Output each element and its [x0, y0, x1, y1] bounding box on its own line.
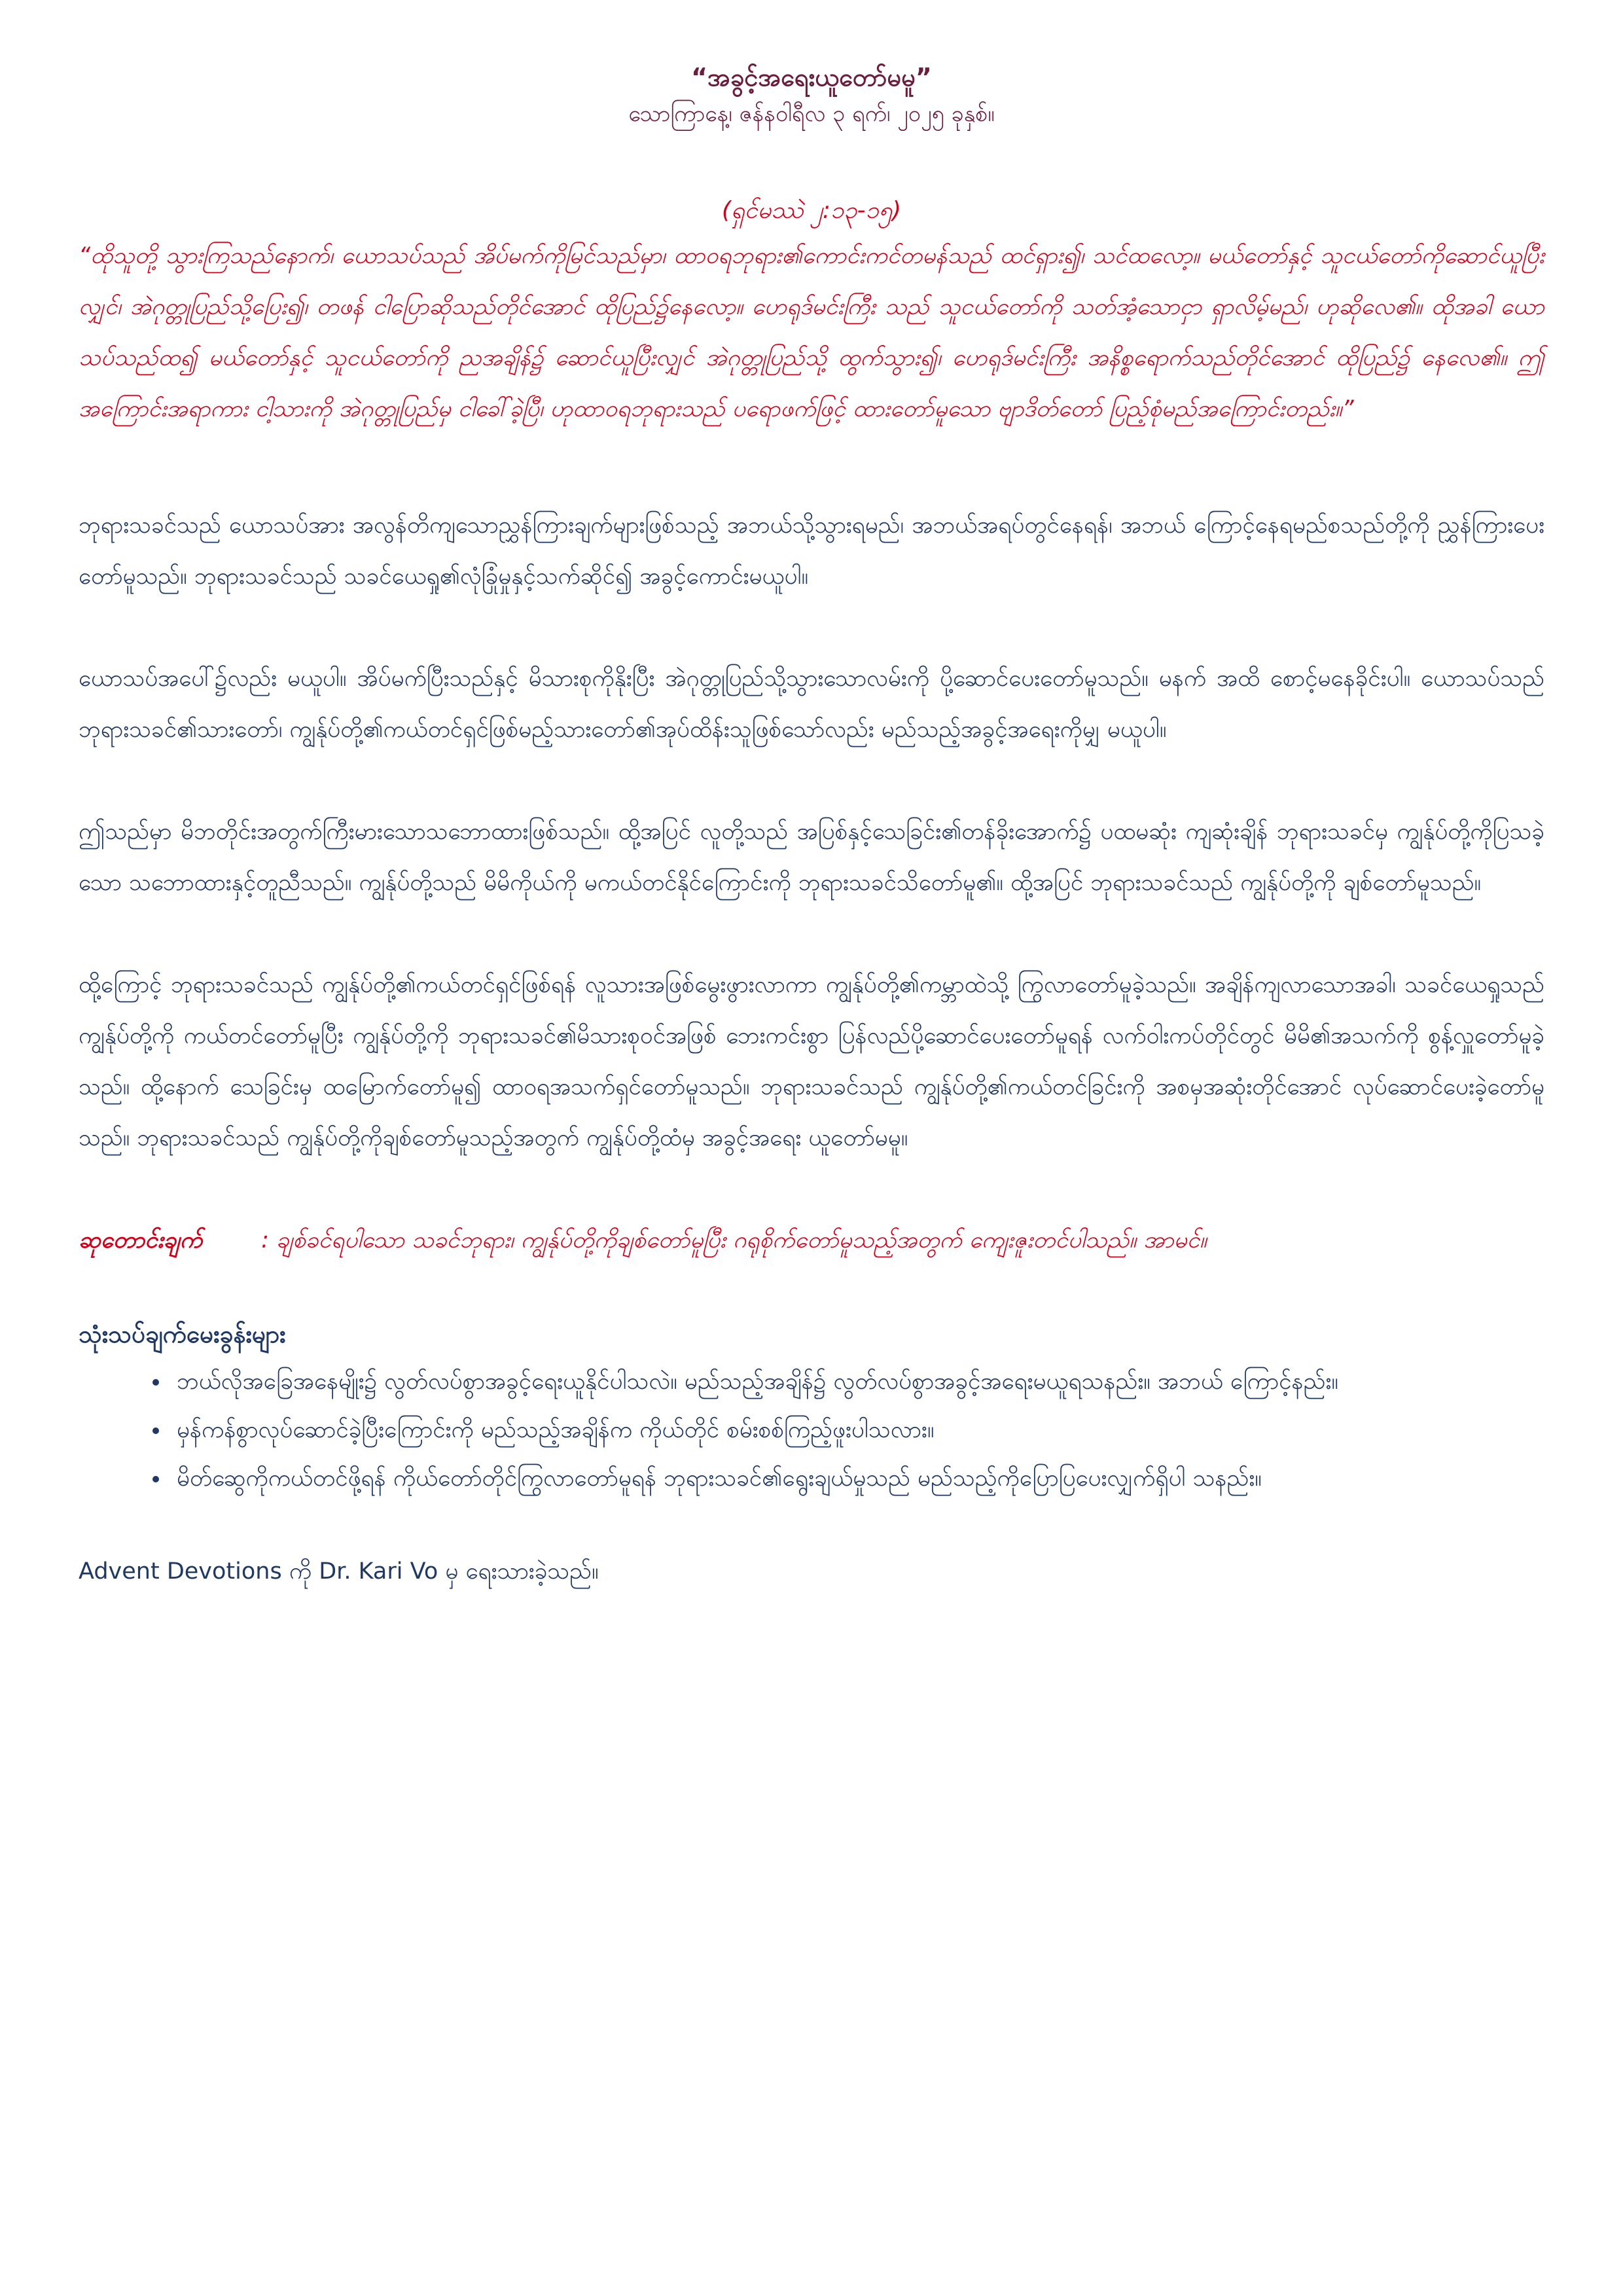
devotional-page: [79, 59, 1544, 1594]
body-paragraph-4: ထို့ကြောင့် ဘုရားသခင်သည် ကျွန်ုပ်တို့၏ကယ်တင်ရှင်ဖြစ်ရန် လူသားအဖြစ်မွေးဖွားလာကာ ကျွန်ုပ်တို့၏ကမ္ဘာထဲသို့ ကြွလာတော်မူခဲ့သည်။ အချိန်ကျလာသောအခါ၊ သခင်ယေရှုသည် ကျွန်ုပ်တို့ကို ကယ်တင်တော်မူပြီး ကျွန်ုပ်တို့ကို ဘုရားသခင်၏မိသားစုဝင်အဖြစ် ဘေးကင်းစွာ ပြန်လည်ပို့ဆောင်ပေးတော်မူရန် လက်ဝါးကပ်တိုင်တွင် မိမိ၏အသက်ကို စွန့်လှူတော်မူခဲ့သည်။ ထို့နောက် သေခြင်းမှ ထမြောက်တော်မူ၍ ထာဝရအသက်ရှင်တော်မူသည်။ ဘုရားသခင်သည် ကျွန်ုပ်တို့၏ကယ်တင်ခြင်းကို အစမှအဆုံးတိုင်အောင် လုပ်ဆောင်ပေးခဲ့တော်မူသည်။ ဘုရားသခင်သည် ကျွန်ုပ်တို့ကိုချစ်တော်မူသည့်အတွက် ကျွန်ုပ်တို့ထံမှ အခွင့်အရေး ယူတော်မမူ။: [79, 972, 1544, 1151]
body-paragraph-2: ယောသပ်အပေါ်၌လည်း မယူပါ။ အိပ်မက်ပြီးသည်နှင့် မိသားစုကိုနိုးပြီး အဲဂုတ္တုပြည်သို့သွားသောလမ်းကို ပို့ဆောင်ပေးတော်မူသည်။ မနက် အထိ စောင့်မနေခိုင်းပါ။ ယောသပ်သည် ဘုရားသခင်၏သားတော်၊ ကျွန်ုပ်တို့၏ကယ်တင်ရှင်ဖြစ်မည့်သားတော်၏အုပ်ထိန်းသူဖြစ်သော်လည်း မည်သည့်အခွင့်အရေးကိုမျှ မယူပါ။: [79, 666, 1544, 743]
question-item: • မိတ်ဆွေကိုကယ်တင်ဖို့ရန် ကိုယ်တော်တိုင်ကြွလာတော်မူရန် ဘုရားသခင်၏ရွေးချယ်မှုသည် မည်သည့်ကိုပြောပြပေးလျှက်ရှိပါ သနည်း။: [170, 1454, 1544, 1503]
question-item: • မှန်ကန်စွာလုပ်ဆောင်ခဲ့ပြီးကြောင်းကို မည်သည့်အချိန်က ကိုယ်တိုင် စမ်းစစ်ကြည့်ဖူးပါသလား။: [170, 1406, 1544, 1454]
question-item: • ဘယ်လိုအခြေအနေမျိုး၌ လွတ်လပ်စွာအခွင့်ရေးယူနိုင်ပါသလဲ။ မည်သည့်အချိန်၌ လွတ်လပ်စွာအခွင့်အရေးမယူရသနည်း။ အဘယ် ကြောင့်နည်း။: [170, 1357, 1544, 1406]
page-title: “အခွင့်အရေးယူတော်မမူ”: [691, 63, 932, 92]
scripture-reference: (ရှင်မဿဲ ၂:၁၃-၁၅): [721, 197, 902, 224]
prayer-text: : ချစ်ခင်ရပါသော သခင်ဘုရား၊ ကျွန်ုပ်တို့ကိုချစ်တော်မူပြီး ဂရုစိုက်တော်မူသည့်အတွက် ကျေးဇူးတင်ပါသည်။ အာမင်။: [261, 1227, 1207, 1253]
body-paragraph-1: ဘုရားသခင်သည် ယောသပ်အား အလွန်တိကျသောညွှန်ကြားချက်များဖြစ်သည့် အဘယ်သို့သွားရမည်၊ အဘယ်အရပ်တွင်နေရန်၊ အဘယ် ကြောင့်နေရမည်စသည်တို့ကို ညွှန်ကြားပေးတော်မူသည်။ ဘုရားသခင်သည် သခင်ယေရှု၏လုံခြုံမှုနှင့်သက်ဆိုင်၍ အခွင့်ကောင်းမယူပါ။: [79, 512, 1544, 590]
prayer-label: ဆုတောင်းချက်: [79, 1227, 203, 1253]
page-date: သောကြာနေ့၊ ဇန်နဝါရီလ ၃ ရက်၊ ၂၀၂၅ ခုနှစ်။: [628, 101, 995, 127]
scripture-text: “ထိုသူတို့ သွားကြသည်နောက်၊ ယောသပ်သည် အိပ်မက်ကိုမြင်သည်မှာ၊ ထာဝရဘုရား၏ကောင်းကင်တမန်သည် ထင်ရှား၍၊ သင်ထလော့။ မယ်တော်နှင့် သူငယ်တော်ကိုဆောင်ယူပြီးလျှင်၊ အဲဂုတ္တုပြည်သို့ပြေး၍၊ တဖန် ငါပြောဆိုသည်တိုင်အောင် ထိုပြည်၌နေလော့။ ဟေရုဒ်မင်းကြီး သည် သူငယ်တော်ကို သတ်အံ့သောငှာ ရှာလိမ့်မည်၊ ဟုဆိုလေ၏။ ထိုအခါ ယောသပ်သည်ထ၍ မယ်တော်နှင့် သူငယ်တော်ကို ညအချိန်၌ ဆောင်ယူပြီးလျှင် အဲဂုတ္တုပြည်သို့ ထွက်သွား၍၊ ဟေရုဒ်မင်းကြီး အနိစ္စရောက်သည်တိုင်အောင် ထိုပြည်၌ နေလေ၏။ ဤအကြောင်းအရာကား ငါ့သားကို အဲဂုတ္တုပြည်မှ ငါခေါ်ခဲ့ပြီ၊ ဟုထာဝရဘုရားသည် ပရောဖက်ဖြင့် ထားတော်မူသော ဗျာဒိတ်တော် ပြည့်စုံမည်အကြောင်းတည်း။”: [79, 243, 1544, 422]
body-paragraph-3: ဤသည်မှာ မိဘတိုင်းအတွက်ကြီးမားသောသဘောထားဖြစ်သည်။ ထို့အပြင် လူတို့သည် အပြစ်နှင့်သေခြင်း၏တန်ခိုးအောက်၌ ပထမဆုံး ကျဆုံးချိန် ဘုရားသခင်မှ ကျွန်ုပ်တို့ကိုပြသခဲ့သော သဘောထားနှင့်တူညီသည်။ ကျွန်ုပ်တို့သည် မိမိကိုယ်ကို မကယ်တင်နိုင်ကြောင်းကို ဘုရားသခင်သိတော်မူ၏။ ထို့အပြင် ဘုရားသခင်သည် ကျွန်ုပ်တို့ကို ချစ်တော်မူသည်။: [79, 819, 1544, 896]
questions-heading: သုံးသပ်ချက်မေးခွန်းများ: [79, 1320, 286, 1348]
prayer: [79, 1215, 1544, 1266]
author-credit: Advent Devotions ကို Dr. Kari Vo မှ ရေးသားခဲ့သည်။: [79, 1558, 599, 1585]
questions-list: [79, 1357, 1544, 1503]
